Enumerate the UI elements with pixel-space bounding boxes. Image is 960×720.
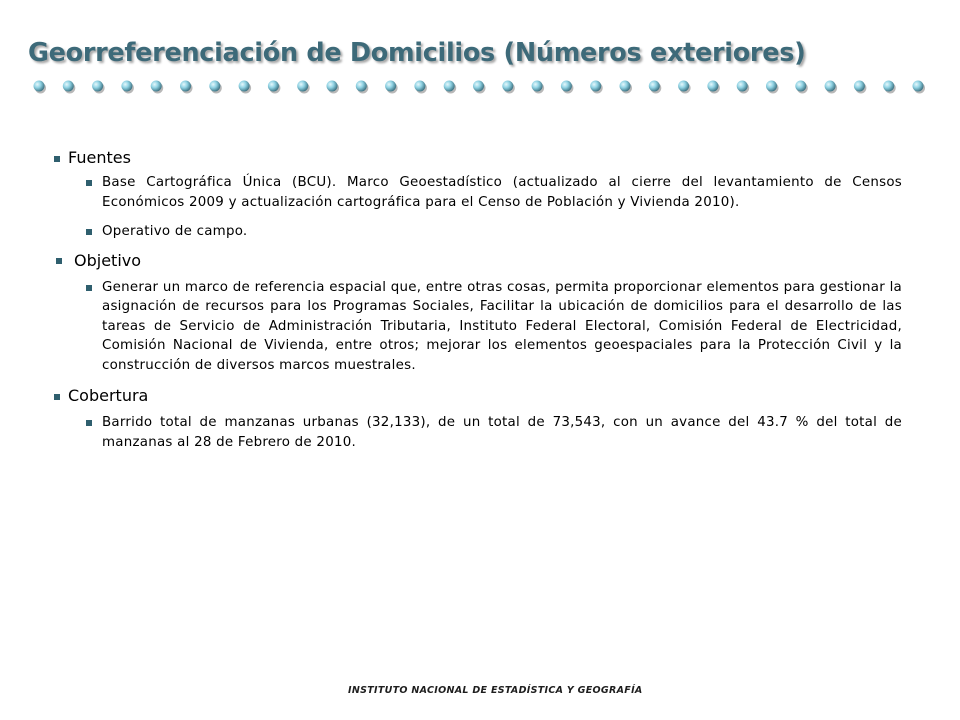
list-item bbox=[54, 278, 902, 376]
list-item-text: Barrido total de manzanas urbanas (32,133), de un total de 73,543, con un avance del 43.7 % del total de manzanas al 28 de Febrero de 2010. bbox=[102, 415, 902, 450]
square-bullet-icon bbox=[86, 180, 92, 186]
decorative-dot bbox=[913, 81, 924, 92]
decorative-dot bbox=[121, 81, 132, 92]
section-heading-label: Cobertura bbox=[68, 386, 149, 405]
decorative-dot bbox=[180, 81, 191, 92]
decorative-dot bbox=[707, 81, 718, 92]
square-bullet-icon bbox=[56, 258, 62, 264]
decorative-dot bbox=[63, 81, 74, 92]
section-heading-label: Fuentes bbox=[68, 148, 131, 167]
decorative-dot bbox=[854, 81, 865, 92]
list-item-text: Base Cartográfica Única (BCU). Marco Geoestadístico (actualizado al cierre del levantamiento de Censos Económicos 2009 y actualización cartográfica para el Censo de Población y Vivienda 2010). bbox=[102, 175, 902, 210]
section-fuentes bbox=[54, 147, 902, 242]
decorative-dot bbox=[239, 81, 250, 92]
list-item bbox=[54, 173, 902, 212]
list-item bbox=[54, 413, 902, 452]
decorative-dot bbox=[649, 81, 660, 92]
decorative-dot bbox=[825, 81, 836, 92]
decorative-dot bbox=[737, 81, 748, 92]
sub-item-list bbox=[54, 413, 902, 452]
content-area bbox=[54, 147, 902, 462]
decorative-dot bbox=[444, 81, 455, 92]
section-heading-objetivo bbox=[54, 250, 902, 272]
decorative-dot bbox=[268, 81, 279, 92]
section-objetivo bbox=[54, 250, 902, 376]
square-bullet-icon bbox=[86, 229, 92, 235]
section-cobertura bbox=[54, 385, 902, 452]
decorative-dot bbox=[590, 81, 601, 92]
decorative-dot bbox=[795, 81, 806, 92]
decorative-dot bbox=[209, 81, 220, 92]
sub-item-list bbox=[54, 278, 902, 376]
square-bullet-icon bbox=[86, 420, 92, 426]
section-heading-label: Objetivo bbox=[74, 250, 142, 270]
section-heading-fuentes bbox=[54, 147, 902, 169]
decorative-dot bbox=[620, 81, 631, 92]
decorative-dot-row bbox=[28, 76, 938, 98]
square-bullet-icon bbox=[54, 156, 60, 162]
slide-title: Georreferenciación de Domicilios (Números exteriores) bbox=[28, 38, 806, 68]
decorative-dot bbox=[297, 81, 308, 92]
decorative-dot bbox=[34, 81, 45, 92]
decorative-dot bbox=[502, 81, 513, 92]
sub-item-list bbox=[54, 173, 902, 242]
decorative-dot bbox=[561, 81, 572, 92]
footer-institution-name: INSTITUTO NACIONAL DE ESTADÍSTICA Y GEOGRAFÍA bbox=[348, 685, 643, 696]
square-bullet-icon bbox=[86, 285, 92, 291]
decorative-dot bbox=[385, 81, 396, 92]
section-heading-cobertura bbox=[54, 385, 902, 407]
decorative-dot bbox=[151, 81, 162, 92]
decorative-dot bbox=[92, 81, 103, 92]
decorative-dot bbox=[883, 81, 894, 92]
list-item-text: Generar un marco de referencia espacial que, entre otras cosas, permita proporcionar elementos para gestionar la asignación de recursos para los Programas Sociales, Facilitar la ubicación de domicilios para el desarrollo de las tareas de Servicio de Administración Tributaria, Instituto Federal Electoral, Comisión Federal de Electricidad, Comisión Nacional de Vivienda, entre otros; mejorar los elementos geoespaciales para la Protección Civil y la construcción de diversos marcos muestrales. bbox=[102, 279, 902, 373]
decorative-dot bbox=[532, 81, 543, 92]
decorative-dot bbox=[766, 81, 777, 92]
decorative-dot bbox=[327, 81, 338, 92]
decorative-dot bbox=[356, 81, 367, 92]
decorative-dot bbox=[473, 81, 484, 92]
decorative-dot bbox=[414, 81, 425, 92]
decorative-dot bbox=[678, 81, 689, 92]
square-bullet-icon bbox=[54, 394, 60, 400]
list-item-text: Operativo de campo. bbox=[102, 224, 248, 239]
list-item bbox=[54, 222, 902, 242]
